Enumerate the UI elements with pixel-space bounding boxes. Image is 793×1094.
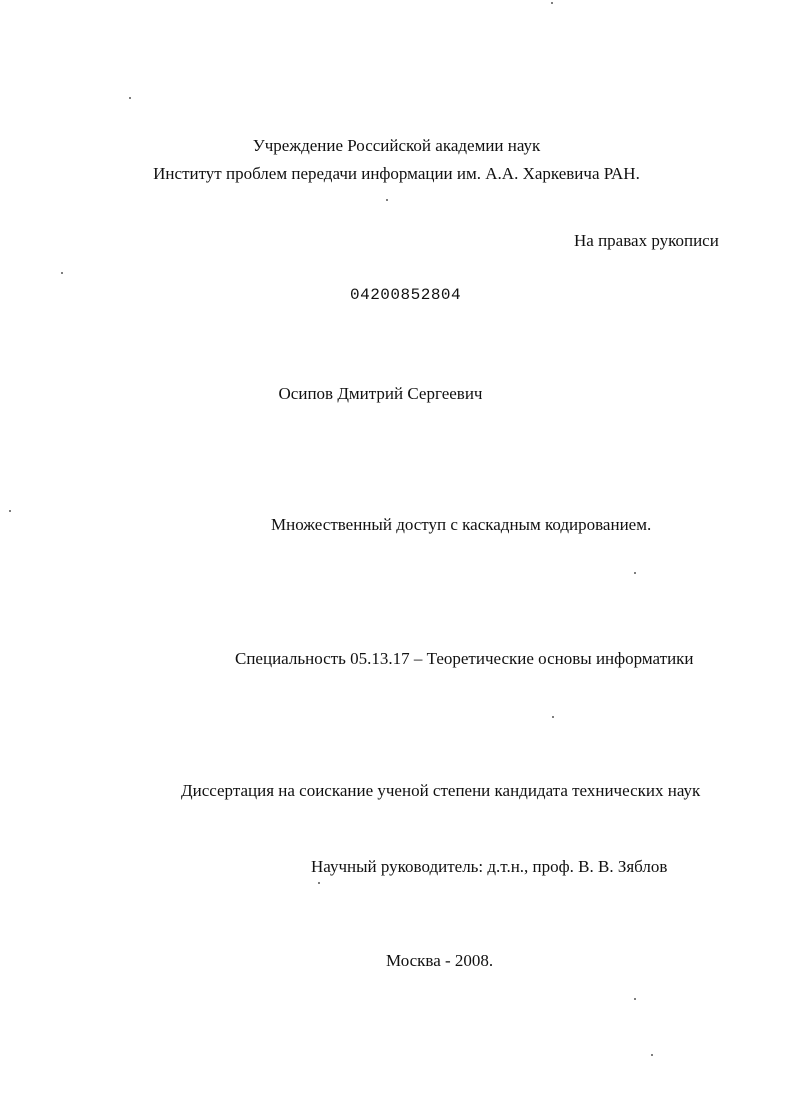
institution-line-2: Институт проблем передачи информации им. А.А. Харкевича РАН. [153,164,640,183]
scan-speck [386,199,388,201]
scan-speck [634,572,636,574]
city-year-line: Москва - 2008. [386,951,494,970]
scan-speck [129,97,131,99]
scan-speck [551,2,553,4]
dissertation-title: Множественный доступ с каскадным кодированием. [271,515,652,534]
scan-speck [318,882,320,884]
degree-line: Диссертация на соискание ученой степени кандидата технических наук [181,781,701,800]
specialty-line: Специальность 05.13.17 – Теоретические основы информатики [235,649,694,668]
institution-line-1: Учреждение Российской академии наук [252,136,541,155]
catalog-number: 04200852804 [350,286,462,304]
scan-speck [634,998,636,1000]
scan-speck [552,716,554,718]
scan-speck [9,510,11,512]
scan-speck [651,1054,653,1056]
author-name: Осипов Дмитрий Сергеевич [278,384,483,403]
supervisor-line: Научный руководитель: д.т.н., проф. В. В. Зяблов [311,857,668,876]
manuscript-rights-note: На правах рукописи [574,231,719,250]
scan-speck [61,272,63,274]
